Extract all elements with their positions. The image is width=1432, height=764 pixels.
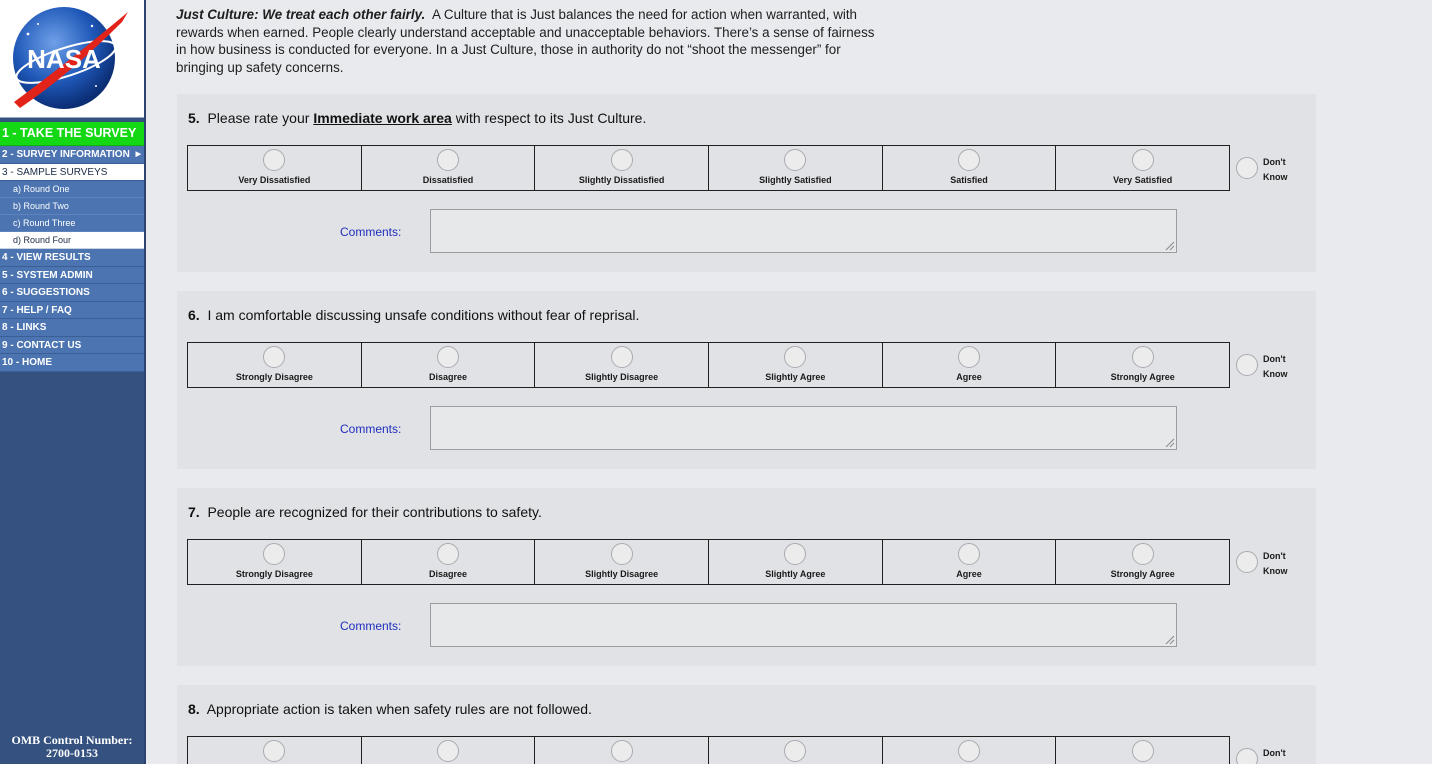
dont-know-line2: Know (1263, 566, 1288, 576)
sidebar-item-label: 6 - SUGGESTIONS (2, 287, 90, 298)
sidebar-item-3[interactable] (0, 181, 144, 198)
sidebar-item-label: 8 - LINKS (2, 322, 47, 333)
question-6 (177, 291, 1316, 469)
comments-label: Comments: (340, 619, 402, 633)
sidebar-item-label: 3 - SAMPLE SURVEYS (2, 166, 108, 178)
rating-option[interactable] (535, 146, 709, 190)
question-text-main: Appropriate action is taken when safety rules are not followed. (206, 701, 592, 717)
sidebar-item-label: 1 - TAKE THE SURVEY (2, 126, 137, 140)
sidebar-item-label: 10 - HOME (2, 357, 53, 368)
sidebar-item-label: 4 - VIEW RESULTS (2, 252, 91, 263)
nasa-logo[interactable] (0, 0, 144, 118)
rating-option-label: Strongly Disagree (235, 569, 313, 579)
sidebar-item-4[interactable] (0, 198, 144, 215)
dont-know-line1: Don't (1263, 748, 1286, 758)
sidebar-item-0[interactable] (0, 122, 144, 146)
rating-option[interactable] (535, 737, 709, 764)
rating-scale (187, 145, 1230, 191)
intro-body: A Culture that is Just balances the need for action when warranted, with rewards when earned. People clearly understand acceptable and unacceptable behaviors. There’s a sense of fairness in how business is conducted for everyone. In a Just Culture, those in authority do not “shoot the messenger” for bringing up safety concerns. (176, 7, 875, 75)
comments-label: Comments: (340, 422, 402, 436)
nasa-meatball-icon (6, 4, 134, 114)
rating-option-label: Slightly Agree (765, 372, 826, 382)
rating-option-label: Strongly Agree (1110, 372, 1175, 382)
rating-option-label: Very Dissatisfied (238, 175, 311, 185)
comments-textarea[interactable] (430, 603, 1177, 647)
question-5 (177, 94, 1316, 272)
dont-know-radio[interactable] (1236, 354, 1258, 376)
radio-button[interactable] (611, 149, 633, 171)
sidebar-item-label: d) Round Four (13, 235, 72, 245)
radio-button[interactable] (958, 543, 980, 565)
question-emphasis: Immediate work area (313, 110, 452, 126)
omb-number: 2700-0153 (46, 746, 98, 760)
radio-button[interactable] (263, 740, 285, 762)
question-number: 5. (188, 110, 200, 126)
sidebar (0, 0, 146, 764)
radio-button[interactable] (263, 543, 285, 565)
radio-button[interactable] (611, 346, 633, 368)
question-text (188, 504, 542, 520)
radio-button[interactable] (1132, 740, 1154, 762)
resize-handle-icon[interactable] (1164, 437, 1175, 448)
question-number: 7. (188, 504, 200, 520)
rating-option-label: Strongly Disagree (235, 372, 313, 382)
rating-option[interactable] (362, 540, 536, 584)
radio-button[interactable] (437, 543, 459, 565)
rating-option[interactable] (883, 540, 1057, 584)
sidebar-item-6[interactable] (0, 232, 144, 249)
rating-option[interactable] (1056, 540, 1229, 584)
dont-know-label (1263, 549, 1288, 579)
rating-option-label: Strongly Agree (1110, 569, 1175, 579)
question-number: 8. (188, 701, 200, 717)
rating-option-label: Slightly Agree (765, 569, 826, 579)
rating-option-label: Agree (956, 569, 982, 579)
rating-option-label: Very Satisfied (1113, 175, 1173, 185)
radio-button[interactable] (784, 346, 806, 368)
omb-label: OMB Control Number: (11, 733, 133, 747)
sidebar-item-label: a) Round One (13, 184, 70, 194)
sidebar-item-11[interactable] (0, 319, 144, 337)
rating-option[interactable] (188, 737, 362, 764)
dont-know-line2: Know (1263, 369, 1288, 379)
radio-button[interactable] (958, 346, 980, 368)
rating-option-label: Dissatisfied (422, 175, 474, 185)
radio-button[interactable] (784, 740, 806, 762)
rating-option[interactable] (883, 146, 1057, 190)
rating-option[interactable] (1056, 146, 1229, 190)
radio-button[interactable] (784, 543, 806, 565)
rating-option-label: Disagree (428, 569, 468, 579)
rating-option[interactable] (1056, 737, 1229, 764)
question-number: 6. (188, 307, 200, 323)
comments-label: Comments: (340, 225, 402, 239)
sidebar-item-7[interactable] (0, 249, 144, 267)
sidebar-item-13[interactable] (0, 354, 144, 372)
rating-option[interactable] (535, 343, 709, 387)
dont-know-line1: Don't (1263, 354, 1286, 364)
sidebar-item-label: 2 - SURVEY INFORMATION (2, 149, 130, 160)
sidebar-item-2[interactable] (0, 164, 144, 182)
rating-option[interactable] (188, 540, 362, 584)
resize-handle-icon[interactable] (1164, 634, 1175, 645)
intro-heading: Just Culture: We treat each other fairly. (176, 7, 426, 22)
rating-option[interactable] (709, 737, 883, 764)
rating-option-label: Satisfied (950, 175, 988, 185)
radio-button[interactable] (1132, 543, 1154, 565)
rating-option[interactable] (883, 343, 1057, 387)
resize-handle-icon[interactable] (1164, 240, 1175, 251)
comments-textarea[interactable] (430, 209, 1177, 253)
rating-option[interactable] (535, 540, 709, 584)
dont-know-line2: Know (1263, 172, 1288, 182)
sidebar-item-8[interactable] (0, 267, 144, 285)
question-text-main: People are recognized for their contributions to safety. (207, 504, 542, 520)
rating-option-label: Slightly Satisfied (759, 175, 832, 185)
radio-button[interactable] (437, 740, 459, 762)
sidebar-item-label: 9 - CONTACT US (2, 339, 82, 351)
rating-option-label: Slightly Disagree (585, 372, 659, 382)
rating-option[interactable] (883, 737, 1057, 764)
question-8 (177, 685, 1316, 764)
sidebar-item-label: 5 - SYSTEM ADMIN (2, 269, 93, 281)
radio-button[interactable] (437, 346, 459, 368)
rating-option-label: Slightly Disagree (585, 569, 659, 579)
sidebar-item-5[interactable] (0, 215, 144, 232)
sidebar-item-10[interactable] (0, 302, 144, 320)
chevron-right-icon: ▶ (135, 151, 141, 158)
sidebar-item-12[interactable] (0, 337, 144, 355)
radio-button[interactable] (958, 149, 980, 171)
rating-option[interactable] (188, 343, 362, 387)
rating-option-label: Slightly Dissatisfied (578, 175, 665, 185)
omb-control-number (0, 734, 144, 760)
rating-option[interactable] (709, 540, 883, 584)
question-text-tail: with respect to its Just Culture. (455, 110, 647, 126)
sidebar-item-9[interactable] (0, 284, 144, 302)
question-text-main: Please rate your (207, 110, 310, 126)
radio-button[interactable] (263, 346, 285, 368)
question-text (188, 110, 646, 126)
comments-textarea[interactable] (430, 406, 1177, 450)
dont-know-line1: Don't (1263, 551, 1286, 561)
rating-option-label: Disagree (428, 372, 468, 382)
dont-know-radio[interactable] (1236, 551, 1258, 573)
section-intro (176, 6, 876, 76)
sidebar-item-label: c) Round Three (13, 218, 76, 228)
sidebar-item-label: 7 - HELP / FAQ (2, 304, 72, 316)
rating-scale (187, 539, 1230, 585)
radio-button[interactable] (611, 543, 633, 565)
rating-option[interactable] (362, 343, 536, 387)
radio-button[interactable] (263, 149, 285, 171)
sidebar-item-label: b) Round Two (13, 201, 69, 211)
rating-option[interactable] (709, 343, 883, 387)
rating-option[interactable] (362, 146, 536, 190)
question-text-main: I am comfortable discussing unsafe conditions without fear of reprisal. (207, 307, 640, 323)
dont-know-label (1263, 155, 1288, 185)
svg-text:NASA: NASA (27, 44, 101, 74)
question-text (188, 307, 639, 323)
dont-know-radio[interactable] (1236, 157, 1258, 179)
sidebar-item-1[interactable] (0, 146, 144, 164)
radio-button[interactable] (437, 149, 459, 171)
rating-option[interactable] (1056, 343, 1229, 387)
radio-button[interactable] (958, 740, 980, 762)
radio-button[interactable] (1132, 149, 1154, 171)
question-7 (177, 488, 1316, 666)
rating-option[interactable] (709, 146, 883, 190)
radio-button[interactable] (784, 149, 806, 171)
radio-button[interactable] (611, 740, 633, 762)
radio-button[interactable] (1132, 346, 1154, 368)
dont-know-line1: Don't (1263, 157, 1286, 167)
rating-option[interactable] (188, 146, 362, 190)
rating-option[interactable] (362, 737, 536, 764)
dont-know-label (1263, 746, 1286, 761)
sidebar-nav (0, 122, 144, 372)
dont-know-radio[interactable] (1236, 748, 1258, 764)
question-text (188, 701, 592, 717)
rating-scale (187, 342, 1230, 388)
dont-know-label (1263, 352, 1288, 382)
rating-option-label: Agree (956, 372, 982, 382)
rating-scale (187, 736, 1230, 764)
